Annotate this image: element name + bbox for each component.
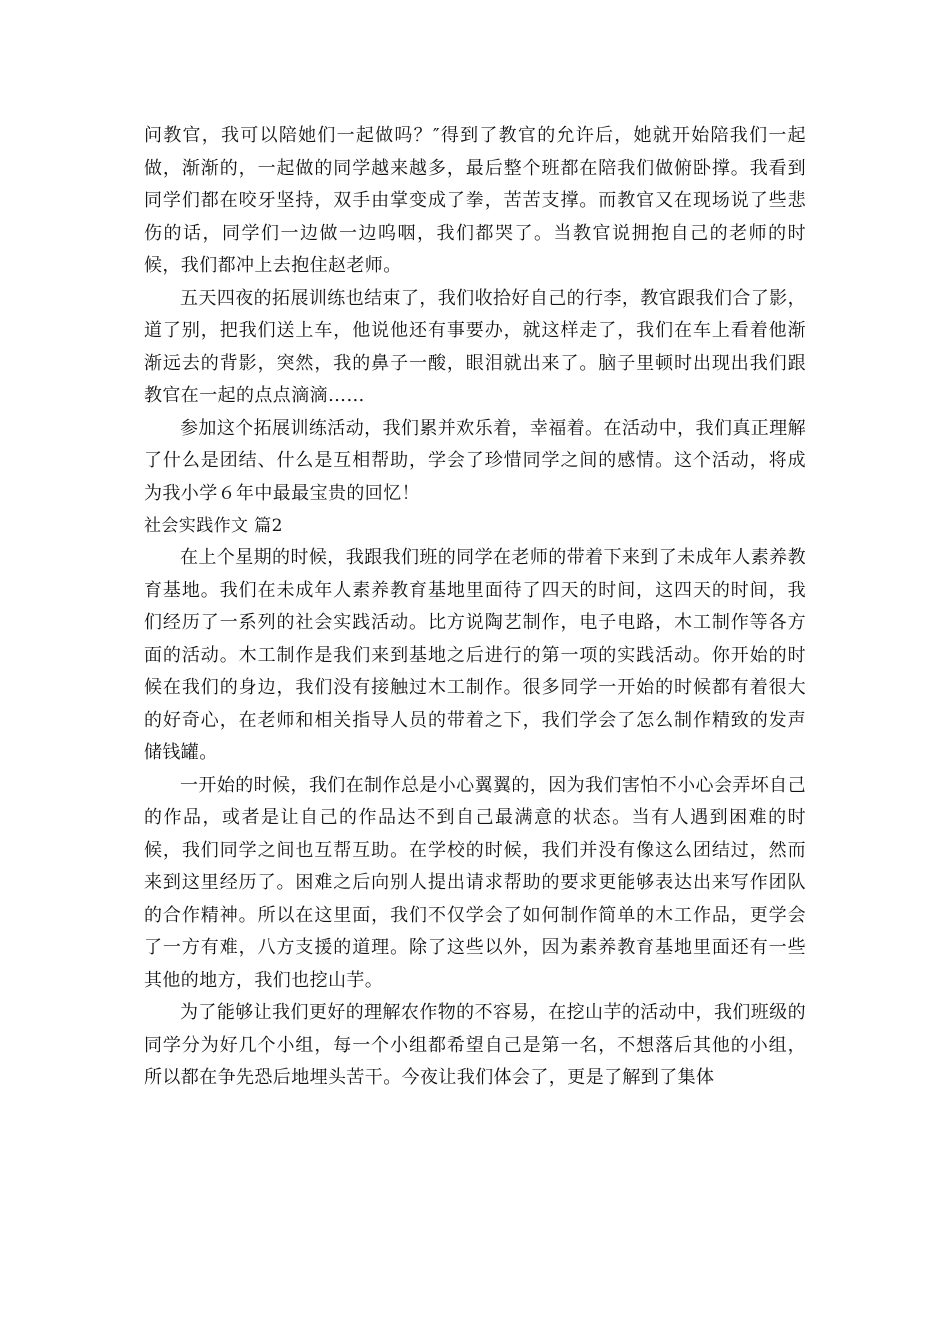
paragraph-base-visit: 在上个星期的时候，我跟我们班的同学在老师的带着下来到了未成年人素养教育基地。我们在未成年人素养教育基地里面待了四天的时间，这四天的时间，我们经历了一系列的社会实践活动。比方说陶艺制作，电子电路，木工制作等各方面的活动。木工制作是我们来到基地之后进行的第一项的实践活动。你开始的时候在我们的身边，我们没有接触过木工制作。很多同学一开始的时候都有着很大的好奇心，在老师和相关指导人员的带着之下，我们学会了怎么制作精致的发声储钱罐。 <box>144 547 806 763</box>
paragraph-teamwork: 一开始的时候，我们在制作总是小心翼翼的，因为我们害怕不小心会弄坏自己的作品，或者是让自己的作品达不到自己最满意的状态。当有人遇到困难的时候，我们同学之间也互帮互助。在学校的时候，我们并没有像这么团结过，然而来到这里经历了。困难之后向别人提出请求帮助的要求更能够表达出来写作团队的合作精神。所以在这里面，我们不仅学会了如何制作简单的木工作品，更学会了一方有难，八方支援的道理。除了这些以外，因为素养教育基地里面还有一些其他的地方，我们也挖山芋。 <box>144 774 806 991</box>
paragraph-reflection: 参加这个拓展训练活动，我们累并欢乐着，幸福着。在活动中，我们真正理解了什么是团结、什么是互相帮助，学会了珍惜同学之间的感情。这个活动，将成为我小学６年中最最宝贵的回忆！ <box>144 417 806 504</box>
paragraph-digging: 为了能够让我们更好的理解农作物的不容易，在挖山芋的活动中，我们班级的同学分为好几个小组，每一个小组都希望自己是第一名，不想落后其他的小组，所以都在争先恐后地埋头苦干。今夜让我们体会了，更是了解到了集体 <box>144 1002 806 1088</box>
document-body <box>144 120 806 1095</box>
section-title: 社会实践作文 篇2 <box>144 516 283 536</box>
paragraph-training-end: 五天四夜的拓展训练也结束了，我们收拾好自己的行李，教官跟我们合了影，道了别，把我们送上车，他说他还有事要办，就这样走了，我们在车上看着他渐渐远去的背影，突然，我的鼻子一酸，眼泪就出来了。脑子里顿时出现出我们跟教官在一起的点点滴滴…… <box>144 287 806 406</box>
paragraph-continued: 问教官，我可以陪她们一起做吗？″得到了教官的允许后，她就开始陪我们一起做，渐渐的，一起做的同学越来越多，最后整个班都在陪我们做俯卧撑。我看到同学们都在咬牙坚持，双手由掌变成了拳，苦苦支撑。而教官又在现场说了些悲伤的话，同学们一边做一边呜咽，我们都哭了。当教官说拥抱自己的老师的时候，我们都冲上去抱住赵老师。 <box>144 125 806 276</box>
